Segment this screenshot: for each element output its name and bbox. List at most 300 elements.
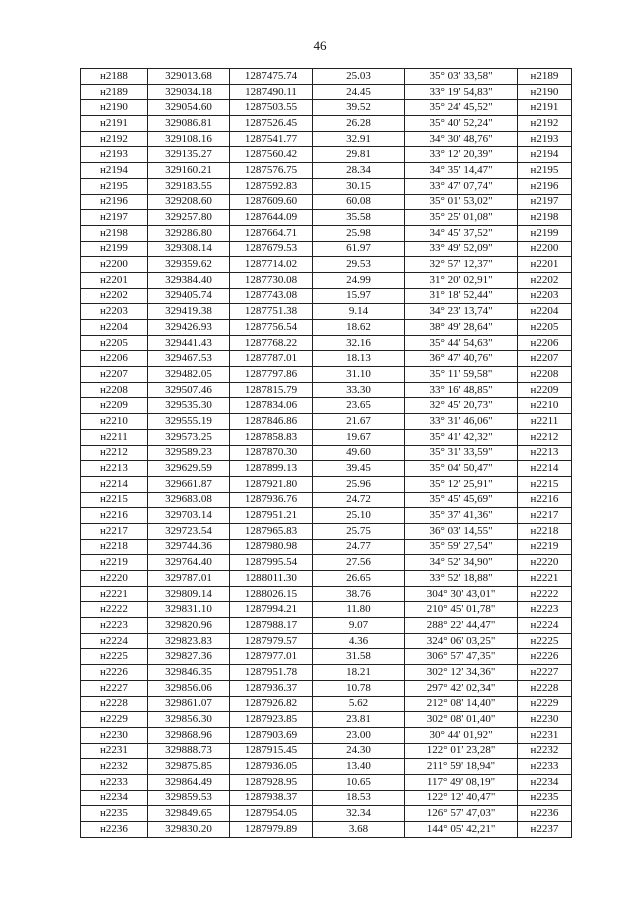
x-coordinate-cell: 329054.60 [148,100,230,116]
y-coordinate-cell: 1287768.22 [230,335,313,351]
point-to-cell: н2230 [518,712,572,728]
distance-cell: 32.34 [313,806,405,822]
point-from-cell: н2201 [81,272,148,288]
x-coordinate-cell: 329441.43 [148,335,230,351]
table-row [81,492,572,508]
x-coordinate-cell: 329535.30 [148,398,230,414]
x-coordinate-cell: 329573.25 [148,429,230,445]
table-row [81,586,572,602]
x-coordinate-cell: 329661.87 [148,476,230,492]
distance-cell: 11.80 [313,602,405,618]
point-from-cell: н2204 [81,320,148,336]
table-row [81,680,572,696]
table-row [81,131,572,147]
point-to-cell: н2214 [518,461,572,477]
x-coordinate-cell: 329507.46 [148,382,230,398]
bearing-cell: 297° 42' 02,34" [405,680,518,696]
table-row [81,210,572,226]
point-to-cell: н2190 [518,84,572,100]
distance-cell: 25.03 [313,69,405,85]
x-coordinate-cell: 329864.49 [148,774,230,790]
x-coordinate-cell: 329160.21 [148,163,230,179]
point-to-cell: н2191 [518,100,572,116]
y-coordinate-cell: 1287592.83 [230,178,313,194]
table-row [81,367,572,383]
y-coordinate-cell: 1287977.01 [230,649,313,665]
distance-cell: 9.07 [313,618,405,634]
distance-cell: 23.81 [313,712,405,728]
x-coordinate-cell: 329868.96 [148,727,230,743]
y-coordinate-cell: 1287923.85 [230,712,313,728]
table-row [81,351,572,367]
bearing-cell: 34° 23' 13,74" [405,304,518,320]
point-to-cell: н2206 [518,335,572,351]
point-from-cell: н2212 [81,445,148,461]
x-coordinate-cell: 329744.36 [148,539,230,555]
point-to-cell: н2217 [518,508,572,524]
y-coordinate-cell: 1288026.15 [230,586,313,602]
y-coordinate-cell: 1287730.08 [230,272,313,288]
point-from-cell: н2221 [81,586,148,602]
distance-cell: 26.65 [313,571,405,587]
x-coordinate-cell: 329723.54 [148,523,230,539]
distance-cell: 32.16 [313,335,405,351]
point-from-cell: н2216 [81,508,148,524]
bearing-cell: 33° 31' 46,06" [405,414,518,430]
point-from-cell: н2232 [81,759,148,775]
point-from-cell: н2198 [81,225,148,241]
point-to-cell: н2219 [518,539,572,555]
y-coordinate-cell: 1287490.11 [230,84,313,100]
bearing-cell: 32° 57' 12,37" [405,257,518,273]
bearing-cell: 302° 12' 34,36" [405,665,518,681]
point-to-cell: н2203 [518,288,572,304]
y-coordinate-cell: 1287995.54 [230,555,313,571]
x-coordinate-cell: 329467.53 [148,351,230,367]
point-to-cell: н2201 [518,257,572,273]
x-coordinate-cell: 329856.30 [148,712,230,728]
bearing-cell: 122° 01' 23,28" [405,743,518,759]
point-from-cell: н2234 [81,790,148,806]
y-coordinate-cell: 1287644.09 [230,210,313,226]
point-to-cell: н2197 [518,194,572,210]
bearing-cell: 35° 11' 59,58" [405,367,518,383]
x-coordinate-cell: 329034.18 [148,84,230,100]
x-coordinate-cell: 329846.35 [148,665,230,681]
point-to-cell: н2215 [518,476,572,492]
bearing-cell: 35° 31' 33,59" [405,445,518,461]
bearing-cell: 144° 05' 42,21" [405,822,518,838]
y-coordinate-cell: 1287503.55 [230,100,313,116]
x-coordinate-cell: 329086.81 [148,116,230,132]
distance-cell: 29.53 [313,257,405,273]
distance-cell: 30.15 [313,178,405,194]
point-to-cell: н2194 [518,147,572,163]
point-to-cell: н2236 [518,806,572,822]
bearing-cell: 34° 30' 48,76" [405,131,518,147]
x-coordinate-cell: 329384.40 [148,272,230,288]
y-coordinate-cell: 1287714.02 [230,257,313,273]
distance-cell: 18.62 [313,320,405,336]
point-from-cell: н2194 [81,163,148,179]
point-to-cell: н2193 [518,131,572,147]
bearing-cell: 35° 59' 27,54" [405,539,518,555]
point-to-cell: н2221 [518,571,572,587]
bearing-cell: 34° 52' 34,90" [405,555,518,571]
y-coordinate-cell: 1287936.05 [230,759,313,775]
x-coordinate-cell: 329827.36 [148,649,230,665]
table-row [81,241,572,257]
point-to-cell: н2229 [518,696,572,712]
x-coordinate-cell: 329856.06 [148,680,230,696]
table-row [81,429,572,445]
x-coordinate-cell: 329683.08 [148,492,230,508]
y-coordinate-cell: 1287576.75 [230,163,313,179]
point-from-cell: н2227 [81,680,148,696]
y-coordinate-cell: 1287756.54 [230,320,313,336]
x-coordinate-cell: 329286.80 [148,225,230,241]
x-coordinate-cell: 329419.38 [148,304,230,320]
bearing-cell: 35° 04' 50,47" [405,461,518,477]
distance-cell: 24.77 [313,539,405,555]
distance-cell: 49.60 [313,445,405,461]
y-coordinate-cell: 1287936.76 [230,492,313,508]
x-coordinate-cell: 329703.14 [148,508,230,524]
distance-cell: 24.30 [313,743,405,759]
x-coordinate-cell: 329831.10 [148,602,230,618]
distance-cell: 27.56 [313,555,405,571]
point-from-cell: н2231 [81,743,148,759]
y-coordinate-cell: 1287926.82 [230,696,313,712]
bearing-cell: 288° 22' 44,47" [405,618,518,634]
distance-cell: 10.78 [313,680,405,696]
point-from-cell: н2236 [81,822,148,838]
table-row [81,696,572,712]
table-row [81,618,572,634]
point-to-cell: н2228 [518,680,572,696]
table-row [81,712,572,728]
distance-cell: 13.40 [313,759,405,775]
y-coordinate-cell: 1287560.42 [230,147,313,163]
bearing-cell: 306° 57' 47,35" [405,649,518,665]
bearing-cell: 31° 20' 02,91" [405,272,518,288]
point-from-cell: н2209 [81,398,148,414]
point-from-cell: н2203 [81,304,148,320]
distance-cell: 23.00 [313,727,405,743]
distance-cell: 4.36 [313,633,405,649]
distance-cell: 19.67 [313,429,405,445]
distance-cell: 61.97 [313,241,405,257]
table-row [81,571,572,587]
point-from-cell: н2235 [81,806,148,822]
point-from-cell: н2196 [81,194,148,210]
table-row [81,727,572,743]
table-row [81,147,572,163]
bearing-cell: 210° 45' 01,78" [405,602,518,618]
point-to-cell: н2234 [518,774,572,790]
bearing-cell: 36° 47' 40,76" [405,351,518,367]
x-coordinate-cell: 329183.55 [148,178,230,194]
point-from-cell: н2218 [81,539,148,555]
point-from-cell: н2210 [81,414,148,430]
y-coordinate-cell: 1287899.13 [230,461,313,477]
bearing-cell: 33° 49' 52,09" [405,241,518,257]
distance-cell: 25.96 [313,476,405,492]
bearing-cell: 122° 12' 40,47" [405,790,518,806]
bearing-cell: 35° 24' 45,52" [405,100,518,116]
point-from-cell: н2224 [81,633,148,649]
table-row [81,539,572,555]
point-from-cell: н2211 [81,429,148,445]
x-coordinate-cell: 329405.74 [148,288,230,304]
x-coordinate-cell: 329830.20 [148,822,230,838]
bearing-cell: 33° 19' 54,83" [405,84,518,100]
x-coordinate-cell: 329208.60 [148,194,230,210]
distance-cell: 31.10 [313,367,405,383]
point-to-cell: н2237 [518,822,572,838]
x-coordinate-cell: 329257.80 [148,210,230,226]
point-from-cell: н2202 [81,288,148,304]
point-to-cell: н2189 [518,69,572,85]
x-coordinate-cell: 329426.93 [148,320,230,336]
point-to-cell: н2211 [518,414,572,430]
bearing-cell: 35° 12' 25,91" [405,476,518,492]
x-coordinate-cell: 329589.23 [148,445,230,461]
point-from-cell: н2189 [81,84,148,100]
table-row [81,790,572,806]
point-to-cell: н2227 [518,665,572,681]
x-coordinate-cell: 329359.62 [148,257,230,273]
point-to-cell: н2198 [518,210,572,226]
point-to-cell: н2196 [518,178,572,194]
y-coordinate-cell: 1287797.86 [230,367,313,383]
point-to-cell: н2210 [518,398,572,414]
bearing-cell: 35° 25' 01,08" [405,210,518,226]
y-coordinate-cell: 1287475.74 [230,69,313,85]
point-to-cell: н2223 [518,602,572,618]
point-from-cell: н2226 [81,665,148,681]
bearing-cell: 33° 16' 48,85" [405,382,518,398]
y-coordinate-cell: 1287994.21 [230,602,313,618]
bearing-cell: 126° 57' 47,03" [405,806,518,822]
table-row [81,382,572,398]
distance-cell: 25.75 [313,523,405,539]
y-coordinate-cell: 1287541.77 [230,131,313,147]
y-coordinate-cell: 1288011.30 [230,571,313,587]
y-coordinate-cell: 1287834.06 [230,398,313,414]
bearing-cell: 212° 08' 14,40" [405,696,518,712]
y-coordinate-cell: 1287951.78 [230,665,313,681]
page-number: 46 [313,38,327,53]
table-row [81,602,572,618]
x-coordinate-cell: 329308.14 [148,241,230,257]
table-row [81,774,572,790]
x-coordinate-cell: 329861.07 [148,696,230,712]
table-row [81,476,572,492]
x-coordinate-cell: 329013.68 [148,69,230,85]
y-coordinate-cell: 1287965.83 [230,523,313,539]
x-coordinate-cell: 329820.96 [148,618,230,634]
point-to-cell: н2226 [518,649,572,665]
y-coordinate-cell: 1287928.95 [230,774,313,790]
distance-cell: 28.34 [313,163,405,179]
bearing-cell: 31° 18' 52,44" [405,288,518,304]
x-coordinate-cell: 329108.16 [148,131,230,147]
table-row [81,414,572,430]
point-from-cell: н2205 [81,335,148,351]
x-coordinate-cell: 329849.65 [148,806,230,822]
table-row [81,633,572,649]
point-from-cell: н2195 [81,178,148,194]
table-row [81,461,572,477]
table-row [81,649,572,665]
coordinates-table [80,68,572,838]
x-coordinate-cell: 329888.73 [148,743,230,759]
y-coordinate-cell: 1287903.69 [230,727,313,743]
table-row [81,822,572,838]
table-row [81,163,572,179]
y-coordinate-cell: 1287743.08 [230,288,313,304]
x-coordinate-cell: 329809.14 [148,586,230,602]
point-to-cell: н2232 [518,743,572,759]
y-coordinate-cell: 1287979.57 [230,633,313,649]
bearing-cell: 35° 45' 45,69" [405,492,518,508]
point-from-cell: н2197 [81,210,148,226]
point-to-cell: н2192 [518,116,572,132]
table-row [81,335,572,351]
point-from-cell: н2215 [81,492,148,508]
point-to-cell: н2231 [518,727,572,743]
y-coordinate-cell: 1287858.83 [230,429,313,445]
point-to-cell: н2195 [518,163,572,179]
point-from-cell: н2225 [81,649,148,665]
distance-cell: 24.72 [313,492,405,508]
y-coordinate-cell: 1287526.45 [230,116,313,132]
x-coordinate-cell: 329823.83 [148,633,230,649]
distance-cell: 60.08 [313,194,405,210]
point-from-cell: н2213 [81,461,148,477]
point-from-cell: н2193 [81,147,148,163]
y-coordinate-cell: 1287870.30 [230,445,313,461]
point-from-cell: н2207 [81,367,148,383]
bearing-cell: 35° 03' 33,58" [405,69,518,85]
bearing-cell: 302° 08' 01,40" [405,712,518,728]
distance-cell: 25.98 [313,225,405,241]
bearing-cell: 36° 03' 14,55" [405,523,518,539]
x-coordinate-cell: 329859.53 [148,790,230,806]
point-from-cell: н2188 [81,69,148,85]
distance-cell: 39.52 [313,100,405,116]
table-row [81,100,572,116]
table-row [81,272,572,288]
bearing-cell: 35° 44' 54,63" [405,335,518,351]
point-to-cell: н2222 [518,586,572,602]
distance-cell: 29.81 [313,147,405,163]
bearing-cell: 34° 35' 14,47" [405,163,518,179]
y-coordinate-cell: 1287609.60 [230,194,313,210]
bearing-cell: 33° 47' 07,74" [405,178,518,194]
bearing-cell: 35° 01' 53,02" [405,194,518,210]
point-from-cell: н2217 [81,523,148,539]
y-coordinate-cell: 1287938.37 [230,790,313,806]
point-to-cell: н2205 [518,320,572,336]
table-row [81,806,572,822]
table-row [81,288,572,304]
bearing-cell: 30° 44' 01,92" [405,727,518,743]
point-to-cell: н2209 [518,382,572,398]
distance-cell: 39.45 [313,461,405,477]
distance-cell: 18.13 [313,351,405,367]
y-coordinate-cell: 1287988.17 [230,618,313,634]
table-row [81,523,572,539]
bearing-cell: 304° 30' 43,01" [405,586,518,602]
bearing-cell: 38° 49' 28,64" [405,320,518,336]
distance-cell: 23.65 [313,398,405,414]
table-row [81,665,572,681]
point-from-cell: н2228 [81,696,148,712]
distance-cell: 24.99 [313,272,405,288]
point-from-cell: н2190 [81,100,148,116]
distance-cell: 18.21 [313,665,405,681]
point-to-cell: н2199 [518,225,572,241]
table-row [81,555,572,571]
point-from-cell: н2233 [81,774,148,790]
point-to-cell: н2212 [518,429,572,445]
y-coordinate-cell: 1287787.01 [230,351,313,367]
bearing-cell: 117° 49' 08,19" [405,774,518,790]
point-to-cell: н2204 [518,304,572,320]
point-from-cell: н2208 [81,382,148,398]
distance-cell: 24.45 [313,84,405,100]
bearing-cell: 211° 59' 18,94" [405,759,518,775]
point-to-cell: н2220 [518,555,572,571]
point-to-cell: н2200 [518,241,572,257]
table-row [81,445,572,461]
point-to-cell: н2224 [518,618,572,634]
y-coordinate-cell: 1287815.79 [230,382,313,398]
point-to-cell: н2207 [518,351,572,367]
bearing-cell: 324° 06' 03,25" [405,633,518,649]
x-coordinate-cell: 329875.85 [148,759,230,775]
bearing-cell: 33° 12' 20,39" [405,147,518,163]
table-row [81,257,572,273]
y-coordinate-cell: 1287954.05 [230,806,313,822]
point-to-cell: н2225 [518,633,572,649]
bearing-cell: 35° 41' 42,32" [405,429,518,445]
point-from-cell: н2223 [81,618,148,634]
bearing-cell: 32° 45' 20,73" [405,398,518,414]
table-row [81,116,572,132]
x-coordinate-cell: 329135.27 [148,147,230,163]
table-row [81,508,572,524]
distance-cell: 18.53 [313,790,405,806]
distance-cell: 32.91 [313,131,405,147]
point-from-cell: н2220 [81,571,148,587]
y-coordinate-cell: 1287979.89 [230,822,313,838]
table-row [81,320,572,336]
bearing-cell: 35° 37' 41,36" [405,508,518,524]
x-coordinate-cell: 329787.01 [148,571,230,587]
point-from-cell: н2230 [81,727,148,743]
point-from-cell: н2199 [81,241,148,257]
distance-cell: 33.30 [313,382,405,398]
distance-cell: 21.67 [313,414,405,430]
point-from-cell: н2229 [81,712,148,728]
y-coordinate-cell: 1287664.71 [230,225,313,241]
y-coordinate-cell: 1287846.86 [230,414,313,430]
point-to-cell: н2213 [518,445,572,461]
point-to-cell: н2208 [518,367,572,383]
